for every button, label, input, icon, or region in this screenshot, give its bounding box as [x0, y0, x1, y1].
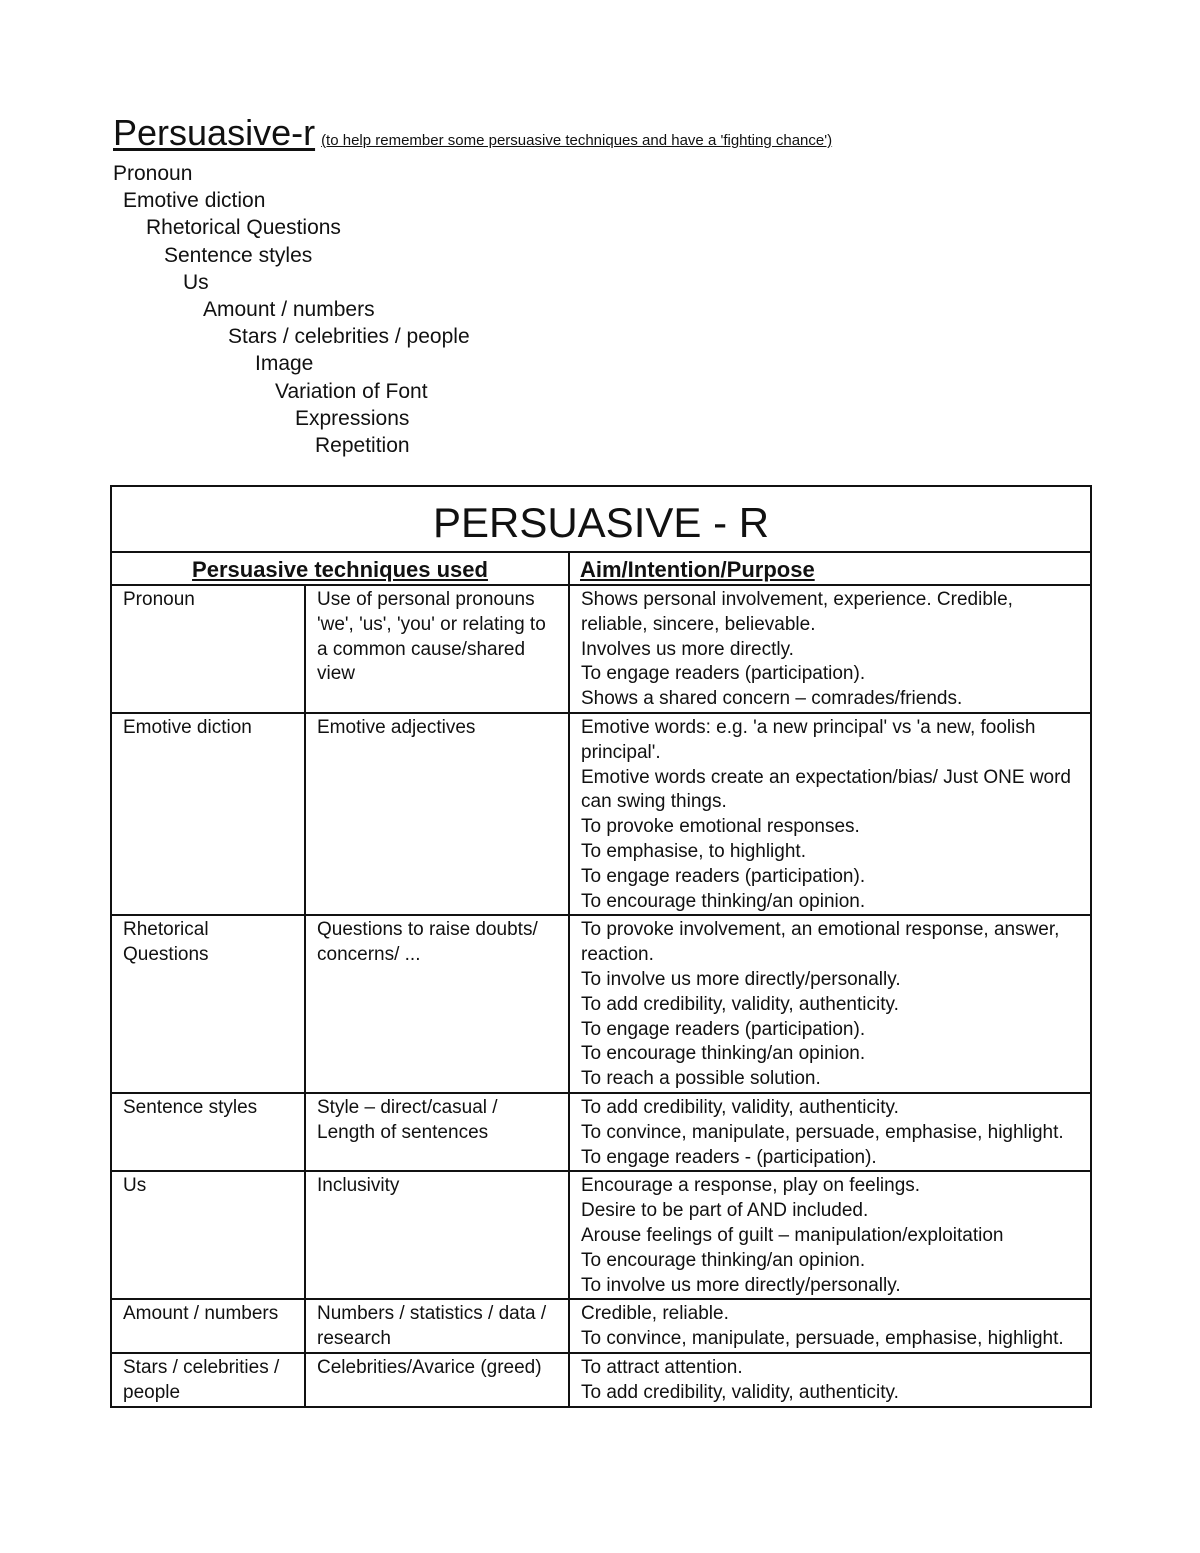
technique-cell: Stars / celebrities / people: [111, 1353, 305, 1407]
table-row: [111, 915, 1091, 1093]
technique-cell: Sentence styles: [111, 1093, 305, 1171]
aim-line: To convince, manipulate, persuade, emphasise, highlight.: [581, 1328, 1064, 1350]
technique-cell: Pronoun: [111, 585, 305, 713]
aim-line: To encourage thinking/an opinion.: [581, 1043, 866, 1065]
detail-cell: Style – direct/casual / Length of sentences: [305, 1093, 569, 1171]
aim-line: Involves us more directly.: [581, 638, 794, 660]
aim-line: To provoke involvement, an emotional response, answer, reaction.: [581, 919, 1060, 966]
aim-cell: [569, 1353, 1091, 1407]
aim-line: To reach a possible solution.: [581, 1068, 821, 1090]
table-title-row: [111, 486, 1091, 552]
mnemonic-item: Repetition: [315, 434, 410, 458]
detail-cell: Inclusivity: [305, 1171, 569, 1299]
heading-subtitle: (to help remember some persuasive techniques and have a 'fighting chance'): [321, 132, 833, 149]
aim-line: To engage readers - (participation).: [581, 1146, 877, 1168]
mnemonic-list: [113, 160, 470, 459]
aim-cell: [569, 713, 1091, 915]
mnemonic-item: Us: [183, 270, 209, 294]
aim-line: Emotive words: e.g. 'a new principal' vs 'a new, foolish principal'.: [581, 716, 1036, 763]
aim-cell: [569, 1171, 1091, 1299]
aim-line: To engage readers (participation).: [581, 663, 866, 685]
table-row: [111, 713, 1091, 915]
table-title: PERSUASIVE - R: [111, 486, 1091, 552]
table-row: [111, 1093, 1091, 1171]
technique-cell: Us: [111, 1171, 305, 1299]
mnemonic-item: Rhetorical Questions: [146, 216, 341, 240]
aim-cell: [569, 1093, 1091, 1171]
aim-line: Shows personal involvement, experience. Credible, reliable, sincere, believable.: [581, 589, 1013, 635]
aim-line: Emotive words create an expectation/bias/ Just ONE word can swing things.: [581, 766, 1072, 813]
table-header-row: [111, 552, 1091, 585]
aim-line: To encourage thinking/an opinion.: [581, 1249, 866, 1271]
mnemonic-item: Expressions: [295, 406, 410, 430]
aim-line: To add credibility, validity, authenticity.: [581, 1096, 899, 1118]
aim-cell: [569, 585, 1091, 713]
mnemonic-item: Emotive diction: [123, 189, 266, 213]
detail-cell: Numbers / statistics / data / research: [305, 1299, 569, 1353]
mnemonic-item: Stars / celebrities / people: [228, 325, 470, 349]
aim-line: To involve us more directly/personally.: [581, 1274, 901, 1296]
document-heading: [113, 112, 832, 154]
table-row: [111, 1299, 1091, 1353]
aim-line: Desire to be part of AND included.: [581, 1200, 869, 1222]
detail-cell: Celebrities/Avarice (greed): [305, 1353, 569, 1407]
detail-cell: Emotive adjectives: [305, 713, 569, 915]
aim-line: Credible, reliable.: [581, 1303, 729, 1325]
aim-line: To engage readers (participation).: [581, 1018, 866, 1040]
aim-line: To emphasise, to highlight.: [581, 840, 806, 862]
mnemonic-item: Amount / numbers: [203, 298, 375, 322]
aim-line: To add credibility, validity, authenticity.: [581, 1381, 899, 1403]
table-row: [111, 585, 1091, 713]
detail-cell: Questions to raise doubts/ concerns/ ...: [305, 915, 569, 1093]
aim-line: To attract attention.: [581, 1356, 743, 1378]
aim-line: To encourage thinking/an opinion.: [581, 890, 866, 912]
technique-cell: Amount / numbers: [111, 1299, 305, 1353]
aim-line: Encourage a response, play on feelings.: [581, 1175, 921, 1197]
column-header-aim: Aim/Intention/Purpose: [569, 552, 1091, 585]
aim-line: Arouse feelings of guilt – manipulation/exploitation: [581, 1224, 1004, 1246]
mnemonic-item: Image: [255, 352, 314, 376]
aim-cell: [569, 915, 1091, 1093]
technique-cell: Emotive diction: [111, 713, 305, 915]
table-row: [111, 1353, 1091, 1407]
detail-cell: Use of personal pronouns 'we', 'us', 'you' or relating to a common cause/shared view: [305, 585, 569, 713]
mnemonic-item: Sentence styles: [164, 243, 313, 267]
column-header-techniques: Persuasive techniques used: [111, 552, 569, 585]
aim-line: To provoke emotional responses.: [581, 816, 860, 838]
aim-line: Shows a shared concern – comrades/friends.: [581, 688, 963, 710]
mnemonic-item: Pronoun: [113, 162, 193, 185]
aim-line: To involve us more directly/personally.: [581, 968, 901, 990]
aim-line: To add credibility, validity, authenticity.: [581, 993, 899, 1015]
aim-line: To engage readers (participation).: [581, 865, 866, 887]
aim-line: To convince, manipulate, persuade, emphasise, highlight.: [581, 1121, 1064, 1143]
heading-title: Persuasive-r: [113, 112, 316, 153]
table-row: [111, 1171, 1091, 1299]
mnemonic-item: Variation of Font: [275, 379, 428, 403]
persuasive-table: [110, 485, 1092, 1408]
technique-cell: Rhetorical Questions: [111, 915, 305, 1093]
aim-cell: [569, 1299, 1091, 1353]
